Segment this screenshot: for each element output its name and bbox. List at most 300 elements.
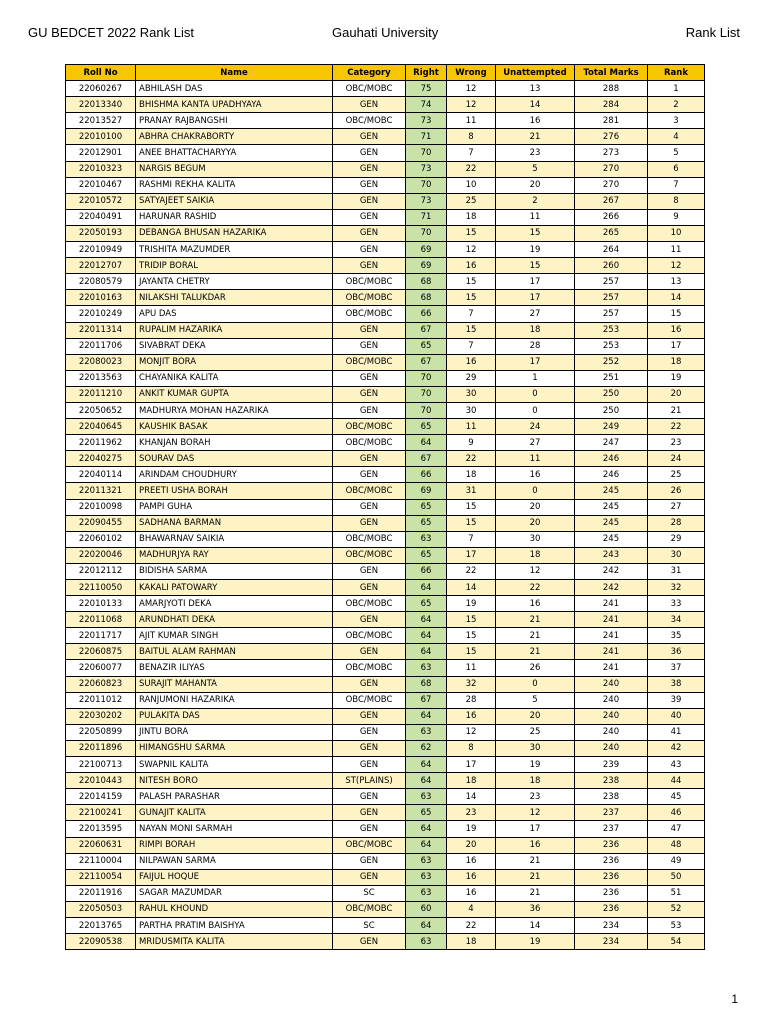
wrong-cell: 10 [447,177,496,193]
category-cell: GEN [333,451,406,467]
roll-no-cell: 22020046 [66,547,136,563]
name-cell: RIMPI BORAH [136,837,333,853]
roll-no-cell: 22010572 [66,193,136,209]
table-row [66,837,705,853]
right-cell: 64 [406,821,447,837]
wrong-cell: 15 [447,499,496,515]
name-cell: JAYANTA CHETRY [136,274,333,290]
roll-no-cell: 22010163 [66,290,136,306]
wrong-cell: 32 [447,676,496,692]
rank-cell: 49 [648,853,705,869]
category-cell: OBC/MOBC [333,901,406,917]
unattempted-cell: 21 [496,869,575,885]
roll-no-cell: 22014159 [66,789,136,805]
wrong-cell: 7 [447,306,496,322]
table-row [66,869,705,885]
roll-no-cell: 22100241 [66,805,136,821]
roll-no-cell: 22060631 [66,837,136,853]
unattempted-cell: 19 [496,242,575,258]
unattempted-cell: 16 [496,596,575,612]
roll-no-cell: 22050652 [66,402,136,418]
roll-no-cell: 22050899 [66,724,136,740]
wrong-cell: 18 [447,209,496,225]
rank-cell: 46 [648,805,705,821]
wrong-cell: 11 [447,660,496,676]
unattempted-cell: 25 [496,724,575,740]
name-cell: PAMPI GUHA [136,499,333,515]
category-cell: OBC/MOBC [333,113,406,129]
rank-cell: 41 [648,724,705,740]
rank-cell: 2 [648,97,705,113]
wrong-cell: 29 [447,370,496,386]
category-cell: OBC/MOBC [333,483,406,499]
table-row [66,660,705,676]
total-marks-cell: 241 [575,612,648,628]
wrong-cell: 11 [447,113,496,129]
unattempted-cell: 22 [496,580,575,596]
unattempted-cell: 30 [496,740,575,756]
roll-no-cell: 22011210 [66,386,136,402]
name-cell: TRIDIP BORAL [136,258,333,274]
roll-no-cell: 22013563 [66,370,136,386]
right-cell: 63 [406,869,447,885]
right-cell: 73 [406,193,447,209]
category-cell: OBC/MOBC [333,660,406,676]
name-cell: KAUSHIK BASAK [136,419,333,435]
table-row [66,740,705,756]
name-cell: ABHRA CHAKRABORTY [136,129,333,145]
name-cell: PRANAY RAJBANGSHI [136,113,333,129]
roll-no-cell: 22040491 [66,209,136,225]
total-marks-cell: 241 [575,596,648,612]
total-marks-cell: 245 [575,499,648,515]
rank-cell: 45 [648,789,705,805]
roll-no-cell: 22010443 [66,773,136,789]
unattempted-cell: 30 [496,531,575,547]
category-cell: GEN [333,242,406,258]
name-cell: ARUNDHATI DEKA [136,612,333,628]
wrong-cell: 11 [447,419,496,435]
category-cell: OBC/MOBC [333,419,406,435]
rank-cell: 36 [648,644,705,660]
right-cell: 64 [406,612,447,628]
table-row [66,113,705,129]
table-row [66,917,705,933]
total-marks-cell: 240 [575,724,648,740]
table-row [66,402,705,418]
category-cell: OBC/MOBC [333,547,406,563]
roll-no-cell: 22011916 [66,885,136,901]
wrong-cell: 15 [447,322,496,338]
table-row [66,515,705,531]
total-marks-cell: 264 [575,242,648,258]
right-cell: 65 [406,596,447,612]
table-row [66,193,705,209]
unattempted-cell: 17 [496,354,575,370]
category-cell: GEN [333,338,406,354]
total-marks-cell: 240 [575,692,648,708]
name-cell: PULAKITA DAS [136,708,333,724]
rank-cell: 10 [648,225,705,241]
right-cell: 63 [406,853,447,869]
name-cell: FAIJUL HOQUE [136,869,333,885]
roll-no-cell: 22013595 [66,821,136,837]
category-cell: GEN [333,676,406,692]
total-marks-cell: 241 [575,644,648,660]
category-cell: GEN [333,612,406,628]
wrong-cell: 15 [447,225,496,241]
table-row [66,354,705,370]
category-cell: GEN [333,869,406,885]
category-cell: GEN [333,258,406,274]
table-row [66,853,705,869]
total-marks-cell: 270 [575,177,648,193]
total-marks-cell: 246 [575,451,648,467]
category-cell: GEN [333,580,406,596]
wrong-cell: 22 [447,161,496,177]
rank-cell: 27 [648,499,705,515]
category-cell: GEN [333,225,406,241]
total-marks-cell: 236 [575,885,648,901]
name-cell: SATYAJEET SAIKIA [136,193,333,209]
right-cell: 67 [406,451,447,467]
total-marks-cell: 252 [575,354,648,370]
wrong-cell: 18 [447,773,496,789]
rank-cell: 6 [648,161,705,177]
table-row [66,580,705,596]
category-cell: OBC/MOBC [333,628,406,644]
roll-no-cell: 22013765 [66,917,136,933]
rank-cell: 12 [648,258,705,274]
unattempted-cell: 5 [496,161,575,177]
wrong-cell: 12 [447,81,496,97]
total-marks-cell: 236 [575,853,648,869]
unattempted-cell: 21 [496,644,575,660]
category-cell: OBC/MOBC [333,290,406,306]
roll-no-cell: 22080023 [66,354,136,370]
roll-no-cell: 22011896 [66,740,136,756]
rank-cell: 42 [648,740,705,756]
table-row [66,805,705,821]
category-cell: GEN [333,193,406,209]
right-cell: 70 [406,225,447,241]
unattempted-cell: 17 [496,274,575,290]
right-cell: 65 [406,515,447,531]
table-row [66,81,705,97]
total-marks-cell: 237 [575,821,648,837]
unattempted-cell: 11 [496,451,575,467]
rank-cell: 47 [648,821,705,837]
right-cell: 64 [406,435,447,451]
name-cell: HARUNAR RASHID [136,209,333,225]
name-cell: MRIDUSMITA KALITA [136,934,333,950]
roll-no-cell: 22013527 [66,113,136,129]
right-cell: 63 [406,531,447,547]
name-cell: AJIT KUMAR SINGH [136,628,333,644]
roll-no-cell: 22080579 [66,274,136,290]
roll-no-cell: 22010323 [66,161,136,177]
table-row [66,757,705,773]
table-row [66,612,705,628]
right-cell: 66 [406,467,447,483]
table-row [66,628,705,644]
total-marks-cell: 276 [575,129,648,145]
category-cell: GEN [333,563,406,579]
category-cell: GEN [333,757,406,773]
col-right: Right [406,65,447,81]
unattempted-cell: 0 [496,402,575,418]
category-cell: GEN [333,97,406,113]
unattempted-cell: 19 [496,934,575,950]
wrong-cell: 16 [447,354,496,370]
rank-cell: 3 [648,113,705,129]
unattempted-cell: 20 [496,177,575,193]
table-row [66,708,705,724]
rank-cell: 34 [648,612,705,628]
name-cell: ARINDAM CHOUDHURY [136,467,333,483]
table-row [66,258,705,274]
wrong-cell: 15 [447,628,496,644]
name-cell: ABHILASH DAS [136,81,333,97]
unattempted-cell: 12 [496,805,575,821]
roll-no-cell: 22090455 [66,515,136,531]
total-marks-cell: 250 [575,386,648,402]
rank-cell: 37 [648,660,705,676]
name-cell: RAHUL KHOUND [136,901,333,917]
right-cell: 64 [406,644,447,660]
name-cell: NILPAWAN SARMA [136,853,333,869]
total-marks-cell: 257 [575,290,648,306]
category-cell: OBC/MOBC [333,435,406,451]
unattempted-cell: 21 [496,853,575,869]
total-marks-cell: 284 [575,97,648,113]
rank-cell: 29 [648,531,705,547]
rank-cell: 30 [648,547,705,563]
name-cell: PALASH PARASHAR [136,789,333,805]
table-row [66,242,705,258]
right-cell: 64 [406,837,447,853]
category-cell: GEN [333,402,406,418]
rank-cell: 20 [648,386,705,402]
unattempted-cell: 17 [496,290,575,306]
name-cell: BHISHMA KANTA UPADHYAYA [136,97,333,113]
wrong-cell: 19 [447,821,496,837]
name-cell: CHAYANIKA KALITA [136,370,333,386]
rank-cell: 14 [648,290,705,306]
rank-cell: 23 [648,435,705,451]
name-cell: SWAPNIL KALITA [136,757,333,773]
right-cell: 69 [406,242,447,258]
right-cell: 64 [406,628,447,644]
right-cell: 63 [406,660,447,676]
table-row [66,338,705,354]
roll-no-cell: 22110004 [66,853,136,869]
roll-no-cell: 22040645 [66,419,136,435]
unattempted-cell: 20 [496,499,575,515]
total-marks-cell: 273 [575,145,648,161]
rank-cell: 40 [648,708,705,724]
total-marks-cell: 242 [575,563,648,579]
total-marks-cell: 253 [575,338,648,354]
unattempted-cell: 15 [496,225,575,241]
right-cell: 68 [406,676,447,692]
unattempted-cell: 18 [496,547,575,563]
unattempted-cell: 28 [496,338,575,354]
total-marks-cell: 266 [575,209,648,225]
table-row [66,676,705,692]
name-cell: NITESH BORO [136,773,333,789]
name-cell: PREETI USHA BORAH [136,483,333,499]
unattempted-cell: 21 [496,612,575,628]
wrong-cell: 8 [447,129,496,145]
roll-no-cell: 22090538 [66,934,136,950]
rank-cell: 11 [648,242,705,258]
roll-no-cell: 22010098 [66,499,136,515]
rank-cell: 25 [648,467,705,483]
rank-cell: 15 [648,306,705,322]
total-marks-cell: 249 [575,419,648,435]
wrong-cell: 15 [447,290,496,306]
category-cell: GEN [333,370,406,386]
total-marks-cell: 238 [575,789,648,805]
category-cell: GEN [333,724,406,740]
total-marks-cell: 250 [575,402,648,418]
total-marks-cell: 236 [575,837,648,853]
total-marks-cell: 257 [575,274,648,290]
rank-cell: 13 [648,274,705,290]
wrong-cell: 15 [447,612,496,628]
wrong-cell: 15 [447,644,496,660]
rank-cell: 26 [648,483,705,499]
wrong-cell: 8 [447,740,496,756]
total-marks-cell: 247 [575,435,648,451]
university-name: Gauhati University [332,25,439,40]
right-cell: 64 [406,917,447,933]
rank-cell: 21 [648,402,705,418]
wrong-cell: 22 [447,451,496,467]
total-marks-cell: 281 [575,113,648,129]
right-cell: 75 [406,81,447,97]
roll-no-cell: 22050193 [66,225,136,241]
total-marks-cell: 240 [575,708,648,724]
col-total-marks: Total Marks [575,65,648,81]
table-row [66,290,705,306]
total-marks-cell: 239 [575,757,648,773]
total-marks-cell: 238 [575,773,648,789]
unattempted-cell: 36 [496,901,575,917]
wrong-cell: 16 [447,885,496,901]
name-cell: BIDISHA SARMA [136,563,333,579]
right-cell: 65 [406,338,447,354]
name-cell: ANKIT KUMAR GUPTA [136,386,333,402]
right-cell: 69 [406,258,447,274]
unattempted-cell: 23 [496,789,575,805]
table-row [66,451,705,467]
right-cell: 73 [406,113,447,129]
unattempted-cell: 21 [496,885,575,901]
name-cell: BENAZIR ILIYAS [136,660,333,676]
unattempted-cell: 0 [496,386,575,402]
total-marks-cell: 236 [575,901,648,917]
category-cell: SC [333,917,406,933]
right-cell: 63 [406,885,447,901]
roll-no-cell: 22060875 [66,644,136,660]
col-wrong: Wrong [447,65,496,81]
right-cell: 63 [406,789,447,805]
right-cell: 70 [406,402,447,418]
category-cell: GEN [333,515,406,531]
rank-cell: 54 [648,934,705,950]
rank-cell: 8 [648,193,705,209]
table-row [66,419,705,435]
roll-no-cell: 22010949 [66,242,136,258]
rank-cell: 32 [648,580,705,596]
roll-no-cell: 22060077 [66,660,136,676]
table-row [66,644,705,660]
table-row [66,161,705,177]
table-row [66,322,705,338]
unattempted-cell: 16 [496,837,575,853]
total-marks-cell: 245 [575,483,648,499]
total-marks-cell: 243 [575,547,648,563]
rank-cell: 52 [648,901,705,917]
name-cell: RANJUMONI HAZARIKA [136,692,333,708]
category-cell: GEN [333,740,406,756]
name-cell: BHAWARNAV SAIKIA [136,531,333,547]
table-row [66,499,705,515]
roll-no-cell: 22110054 [66,869,136,885]
roll-no-cell: 22011706 [66,338,136,354]
right-cell: 66 [406,563,447,579]
wrong-cell: 7 [447,338,496,354]
roll-no-cell: 22012112 [66,563,136,579]
rank-cell: 9 [648,209,705,225]
roll-no-cell: 22011012 [66,692,136,708]
table-row [66,225,705,241]
roll-no-cell: 22010467 [66,177,136,193]
table-row [66,789,705,805]
right-cell: 63 [406,934,447,950]
total-marks-cell: 240 [575,676,648,692]
roll-no-cell: 22011068 [66,612,136,628]
rank-cell: 18 [648,354,705,370]
roll-no-cell: 22010249 [66,306,136,322]
roll-no-cell: 22060102 [66,531,136,547]
name-cell: MONJIT BORA [136,354,333,370]
right-cell: 70 [406,386,447,402]
right-cell: 60 [406,901,447,917]
roll-no-cell: 22012707 [66,258,136,274]
rank-cell: 1 [648,81,705,97]
category-cell: GEN [333,644,406,660]
wrong-cell: 16 [447,258,496,274]
unattempted-cell: 20 [496,515,575,531]
right-cell: 64 [406,757,447,773]
category-cell: GEN [333,145,406,161]
table-row [66,145,705,161]
right-cell: 64 [406,580,447,596]
rank-cell: 17 [648,338,705,354]
total-marks-cell: 237 [575,805,648,821]
table-row [66,467,705,483]
roll-no-cell: 22010100 [66,129,136,145]
unattempted-cell: 18 [496,322,575,338]
wrong-cell: 15 [447,515,496,531]
unattempted-cell: 14 [496,97,575,113]
table-header-row [66,65,705,81]
category-cell: GEN [333,467,406,483]
name-cell: RUPALIM HAZARIKA [136,322,333,338]
